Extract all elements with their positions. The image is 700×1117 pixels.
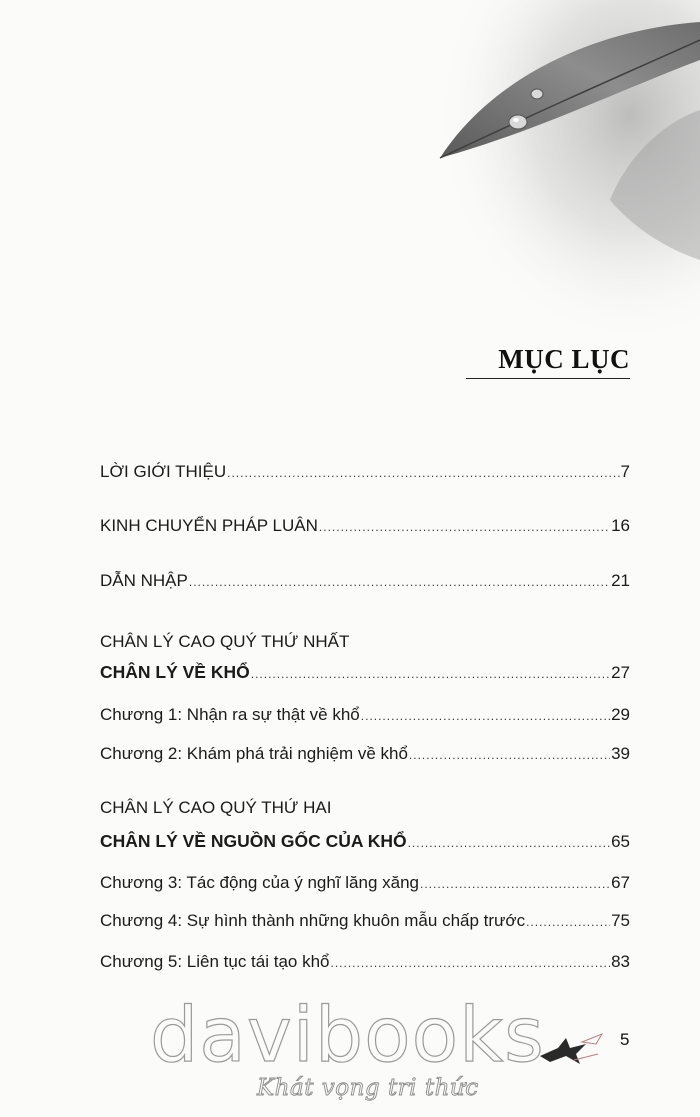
toc-entry-chapter-3[interactable] — [100, 873, 630, 897]
toc-entry-chapter-4[interactable] — [100, 911, 630, 935]
entry-label: DẪN NHẬP — [100, 571, 188, 590]
leader-dots — [408, 836, 610, 850]
toc-entry-sutra[interactable] — [100, 516, 630, 540]
leader-dots — [319, 520, 610, 534]
entry-label: CHÂN LÝ VỀ KHỔ — [100, 662, 250, 682]
page-number: 5 — [620, 1030, 630, 1049]
entry-label: Chương 4: Sự hình thành những khuôn mẫu chấp trước — [100, 911, 526, 930]
entry-label: Chương 2: Khám phá trải nghiệm về khổ — [100, 744, 408, 763]
bird-icon — [536, 1030, 606, 1070]
entry-page: 16 — [611, 516, 630, 535]
toc-entry-introduction[interactable] — [100, 571, 630, 595]
leader-dots — [361, 709, 610, 723]
entry-label: Chương 5: Liên tục tái tạo khổ — [100, 952, 330, 971]
entry-label: Chương 1: Nhận ra sự thật về khổ — [100, 705, 360, 724]
toc-entry-chapter-2[interactable] — [100, 744, 630, 768]
toc-entry-origin-of-suffering[interactable] — [100, 831, 630, 855]
leader-dots — [409, 748, 610, 762]
title-underline — [466, 378, 630, 379]
entry-page: 39 — [611, 744, 630, 763]
toc-entry-truth-of-suffering[interactable] — [100, 662, 630, 686]
part-heading: CHÂN LÝ CAO QUÝ THỨ NHẤT — [100, 632, 350, 651]
entry-page: 65 — [611, 832, 630, 851]
watermark-tagline: Khát vọng tri thức — [257, 1075, 479, 1101]
entry-page: 27 — [611, 663, 630, 682]
entry-label: CHÂN LÝ VỀ NGUỒN GỐC CỦA KHỔ — [100, 831, 407, 851]
leader-dots — [251, 667, 610, 681]
leader-dots — [420, 877, 610, 891]
toc-entry-intro[interactable] — [100, 462, 630, 486]
entry-page: 21 — [611, 571, 630, 590]
leaf-illustration — [420, 0, 700, 330]
entry-label: LỜI GIỚI THIỆU — [100, 462, 227, 481]
part-heading: CHÂN LÝ CAO QUÝ THỨ HAI — [100, 798, 332, 817]
entry-label: KINH CHUYỂN PHÁP LUÂN — [100, 516, 318, 535]
entry-page: 75 — [611, 911, 630, 930]
watermark-brand: davibooks — [150, 990, 545, 1079]
entry-page: 29 — [611, 705, 630, 724]
toc-entry-chapter-1[interactable] — [100, 705, 630, 729]
leader-dots — [189, 575, 610, 589]
page-title: MỤC LỤC — [498, 344, 630, 374]
toc-entry-chapter-5[interactable] — [100, 952, 630, 976]
entry-label: Chương 3: Tác động của ý nghĩ lăng xăng — [100, 873, 419, 892]
leader-dots — [227, 466, 619, 480]
leader-dots — [331, 956, 611, 970]
entry-page: 67 — [611, 873, 630, 892]
entry-page: 7 — [620, 462, 630, 481]
leader-dots — [526, 915, 610, 929]
entry-page: 83 — [611, 952, 630, 971]
